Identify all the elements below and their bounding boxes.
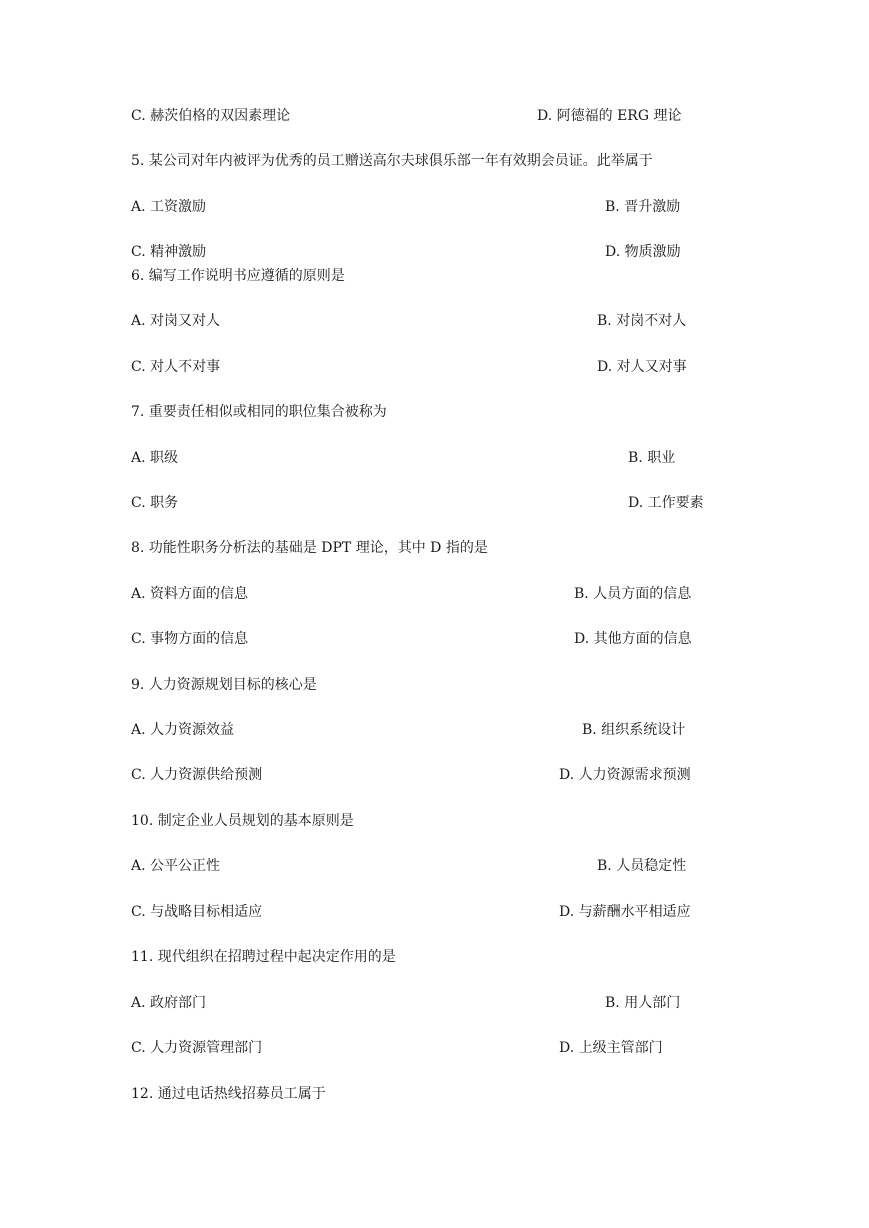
q8-stem: 8. 功能性职务分析法的基础是 DPT 理论，其中 D 指的是	[131, 540, 488, 556]
q11-option-d: D. 上级主管部门	[559, 1040, 663, 1056]
q8-option-a: A. 资料方面的信息	[131, 586, 249, 602]
q11-option-c: C. 人力资源管理部门	[131, 1040, 263, 1056]
q8-option-b: B. 人员方面的信息	[574, 586, 692, 602]
q5-stem: 5. 某公司对年内被评为优秀的员工赠送高尔夫球俱乐部一年有效期会员证。此举属于	[131, 153, 653, 169]
q9-option-a: A. 人力资源效益	[131, 722, 235, 738]
q8-option-d: D. 其他方面的信息	[574, 631, 692, 647]
q8-option-c: C. 事物方面的信息	[131, 631, 249, 647]
q10-option-c: C. 与战略目标相适应	[131, 904, 263, 920]
q4-option-c: C. 赫茨伯格的双因素理论	[131, 108, 291, 124]
q11-stem: 11. 现代组织在招聘过程中起决定作用的是	[131, 949, 396, 965]
q9-option-d: D. 人力资源需求预测	[559, 767, 691, 783]
q5-option-d: D. 物质激励	[605, 244, 681, 260]
q4-option-d: D. 阿德福的 ERG 理论	[537, 108, 682, 124]
q6-option-a: A. 对岗又对人	[131, 313, 221, 329]
q12-stem: 12. 通过电话热线招募员工属于	[131, 1086, 326, 1102]
q7-option-a: A. 职级	[131, 450, 179, 466]
q7-stem: 7. 重要责任相似或相同的职位集合被称为	[131, 404, 387, 420]
q10-option-d: D. 与薪酬水平相适应	[559, 904, 691, 920]
q10-stem: 10. 制定企业人员规划的基本原则是	[131, 813, 354, 829]
q7-option-b: B. 职业	[628, 450, 676, 466]
q11-option-a: A. 政府部门	[131, 995, 207, 1011]
q9-stem: 9. 人力资源规划目标的核心是	[131, 677, 317, 693]
q9-option-c: C. 人力资源供给预测	[131, 767, 263, 783]
q6-option-c: C. 对人不对事	[131, 359, 221, 375]
q6-option-b: B. 对岗不对人	[597, 313, 687, 329]
q5-option-c: C. 精神激励	[131, 244, 207, 260]
q10-option-b: B. 人员稳定性	[597, 858, 687, 874]
q5-option-b: B. 晋升激励	[605, 199, 681, 215]
q7-option-d: D. 工作要素	[628, 495, 704, 511]
q6-stem: 6. 编写工作说明书应遵循的原则是	[131, 268, 345, 284]
q11-option-b: B. 用人部门	[605, 995, 681, 1011]
q10-option-a: A. 公平公正性	[131, 858, 221, 874]
q9-option-b: B. 组织系统设计	[582, 722, 686, 738]
q5-option-a: A. 工资激励	[131, 199, 207, 215]
q6-option-d: D. 对人又对事	[597, 359, 687, 375]
q7-option-c: C. 职务	[131, 495, 179, 511]
